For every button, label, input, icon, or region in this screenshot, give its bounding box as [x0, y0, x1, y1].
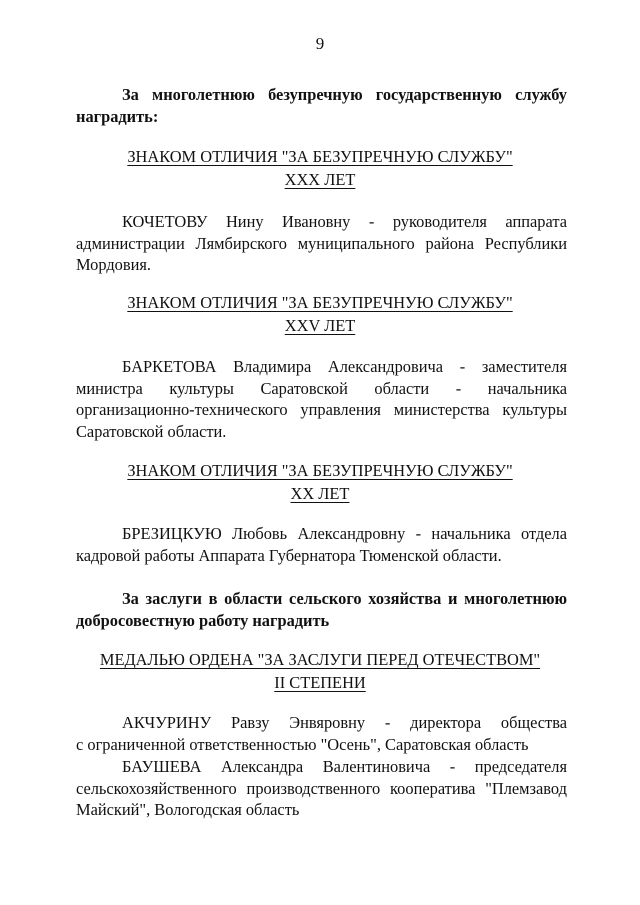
recipient-entry: [76, 356, 567, 442]
recipient-line: КОЧЕТОВУ Нину Ивановну - руководителя аппарата: [122, 212, 567, 231]
recipient-line: БАРКЕТОВА Владимира Александровича - заместителя: [122, 357, 567, 376]
award-heading: [0, 146, 640, 191]
recipient-line: БРЕЗИЦКУЮ Любовь Александровну - начальника отдела: [122, 524, 567, 543]
award-heading: [0, 460, 640, 505]
award-title: ЗНАКОМ ОТЛИЧИЯ "ЗА БЕЗУПРЕЧНУЮ СЛУЖБУ": [127, 293, 513, 312]
award-heading: [0, 649, 640, 694]
intro-line: наградить:: [76, 106, 159, 126]
award-subtitle: XXV ЛЕТ: [284, 315, 356, 335]
recipient-line: администрации Лямбирского муниципального района Республики: [76, 233, 567, 253]
section-intro: [76, 84, 567, 127]
recipient-line: БАУШЕВА Александра Валентиновича - председателя: [122, 757, 567, 776]
recipient-entry: [76, 211, 567, 276]
award-subtitle: II СТЕПЕНИ: [274, 672, 366, 692]
recipient-entry: [76, 712, 567, 755]
recipient-line: министра культуры Саратовской области - начальника: [76, 378, 567, 398]
award-title: МЕДАЛЬЮ ОРДЕНА "ЗА ЗАСЛУГИ ПЕРЕД ОТЕЧЕСТВОМ": [99, 650, 541, 669]
award-heading: [0, 292, 640, 337]
recipient-line: Мордовия.: [76, 255, 152, 275]
recipient-line: Саратовской области.: [76, 421, 227, 441]
award-title: ЗНАКОМ ОТЛИЧИЯ "ЗА БЕЗУПРЕЧНУЮ СЛУЖБУ": [127, 147, 513, 166]
recipient-line: организационно-технического управления министерства культуры: [76, 400, 567, 420]
recipient-line: сельскохозяйственного производственного кооператива "Племзавод: [76, 778, 567, 798]
award-subtitle: XXX ЛЕТ: [284, 169, 356, 189]
recipient-entry: [76, 523, 567, 566]
award-subtitle: XX ЛЕТ: [290, 483, 350, 503]
section-intro: [76, 588, 567, 631]
recipient-line: Майский", Вологодская область: [76, 800, 300, 820]
award-title: ЗНАКОМ ОТЛИЧИЯ "ЗА БЕЗУПРЕЧНУЮ СЛУЖБУ": [127, 461, 513, 480]
intro-line: добросовестную работу наградить: [76, 610, 330, 630]
recipient-line: кадровой работы Аппарата Губернатора Тюменской области.: [76, 545, 502, 565]
recipient-line: с ограниченной ответственностью "Осень", Саратовская область: [76, 734, 529, 754]
recipient-line: АКЧУРИНУ Равзу Энвяровну - директора общества: [122, 713, 567, 732]
recipient-entry: [76, 756, 567, 821]
page-number: 9: [315, 34, 325, 53]
intro-line: За многолетнюю безупречную государственную службу: [122, 85, 567, 104]
intro-line: За заслуги в области сельского хозяйства и многолетнюю: [122, 589, 567, 608]
